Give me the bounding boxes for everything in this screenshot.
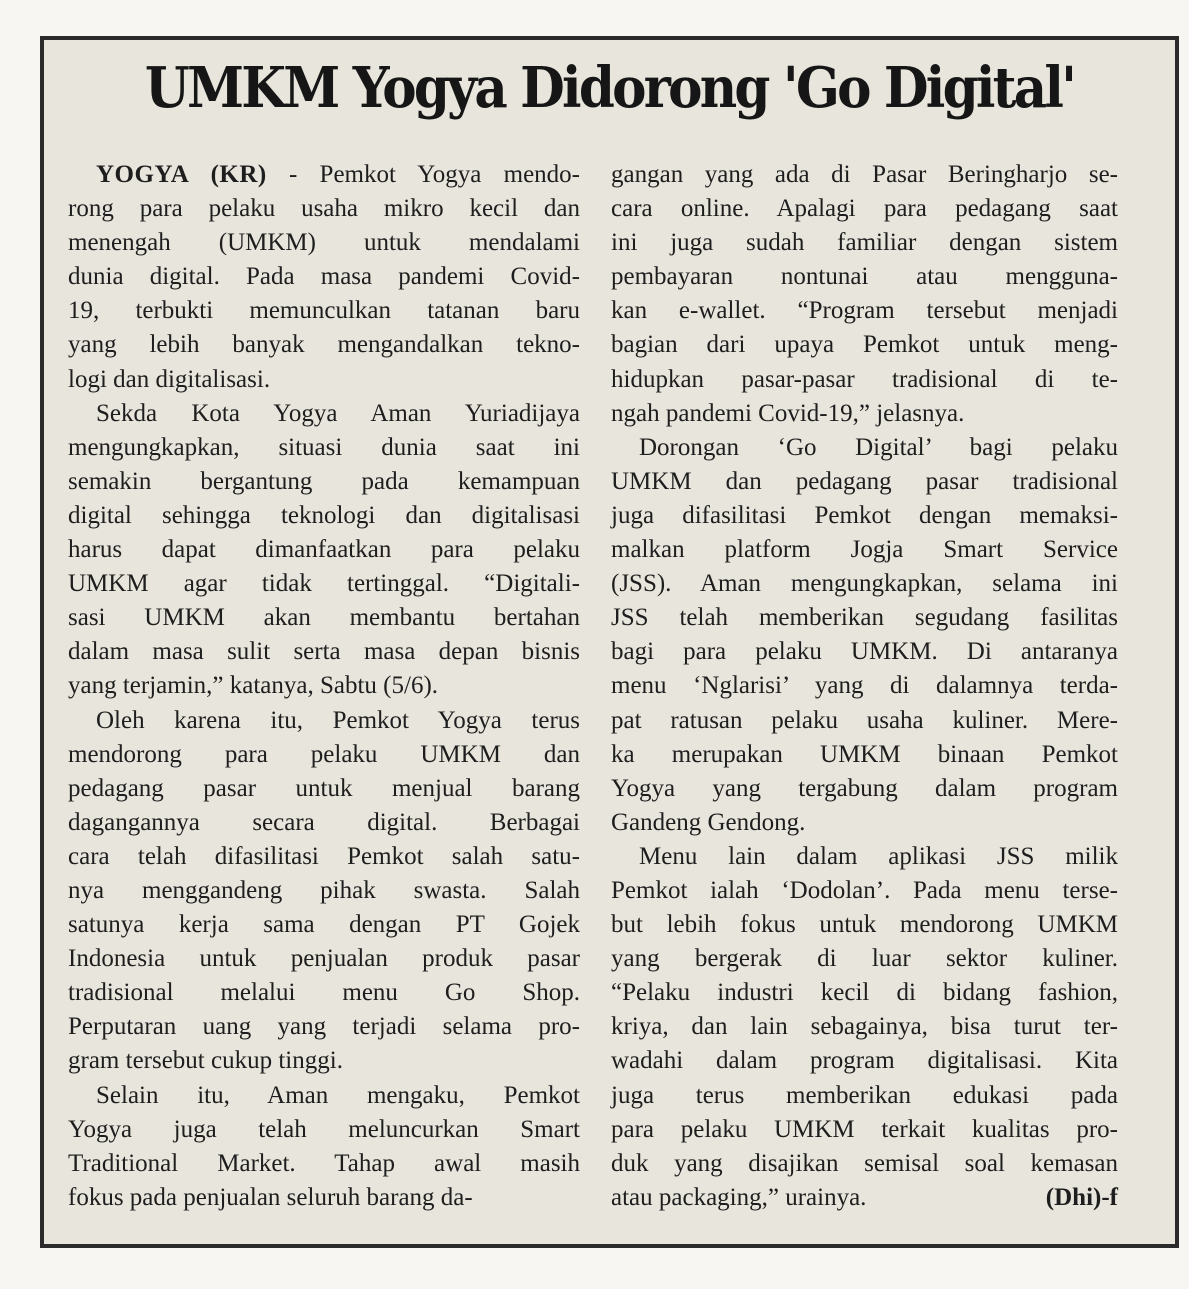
text-line: digital sehingga teknologi dan digitalisasi [68,501,580,529]
text-line: Dorongan ‘Go Digital’ bagi pelaku [639,433,1118,461]
text-line: bagian dari upaya Pemkot untuk meng- [611,331,1118,359]
text-line: kan e-wallet. “Program tersebut menjadi [611,297,1118,325]
text-line: yang bergerak di luar sektor kuliner. [611,945,1118,973]
text-line: logi dan digitalisasi. [68,365,271,393]
dateline: YOGYA (KR) [96,161,267,188]
text-line: wadahi dalam program digitalisasi. Kita [611,1047,1118,1075]
text-line: yang terjamin,” katanya, Sabtu (5/6). [68,672,439,700]
text-line: yang lebih banyak mengandalkan tekno- [68,331,580,359]
text-line: pembayaran nontunai atau mengguna- [611,263,1118,291]
headline: UMKM Yogya Didorong 'Go Digital' [144,55,1075,121]
text-line: harus dapat dimanfaatkan para pelaku [68,536,580,564]
text-line: UMKM dan pedagang pasar tradisional [611,467,1118,495]
text-line: kriya, dan lain sebagainya, bisa turut ter- [611,1013,1118,1041]
news-clipping [40,36,1179,1248]
text-line: juga difasilitasi Pemkot dengan memaksi- [611,501,1118,529]
text-line: dunia digital. Pada masa pandemi Covid- [68,263,580,291]
text-line: menengah (UMKM) untuk mendalami [68,229,580,257]
right-column [611,158,1118,1215]
text-line: malkan platform Jogja Smart Service [611,536,1118,564]
text-line: para pelaku UMKM terkait kualitas pro- [611,1115,1118,1143]
text-line: ngah pandemi Covid-19,” jelasnya. [611,399,965,427]
paragraph [611,431,1118,840]
paragraph [68,704,580,1079]
byline: (Dhi)-f [1045,1183,1118,1211]
text-line: JSS telah memberikan segudang fasilitas [611,604,1118,632]
text-line: Indonesia untuk penjualan produk pasar [68,945,580,973]
text-line: ini juga sudah familiar dengan sistem [611,229,1118,257]
text-line: Yogya yang tergabung dalam program [611,774,1118,802]
paragraph [68,1079,580,1215]
paragraph [611,158,1118,431]
text-line: YOGYA (KR) - Pemkot Yogya mendo- [96,161,580,188]
text-line: gangan yang ada di Pasar Beringharjo se- [611,161,1118,188]
text-line: ka merupakan UMKM binaan Pemkot [611,740,1118,768]
text-line: menu ‘Nglarisi’ yang di dalamnya terda- [611,672,1118,700]
left-column [68,158,580,1215]
text-line: fokus pada penjualan seluruh barang da- [68,1183,473,1211]
text-line: 19, terbukti memunculkan tatanan baru [68,297,580,325]
text-line: Oleh karena itu, Pemkot Yogya terus [96,706,580,734]
text-line: UMKM agar tidak tertinggal. “Digitali- [68,570,580,598]
text-line: sasi UMKM akan membantu bertahan [68,604,580,632]
text-line: dagangannya secara digital. Berbagai [68,808,580,836]
text-line: Selain itu, Aman mengaku, Pemkot [96,1081,580,1109]
text-line: bagi para pelaku UMKM. Di antaranya [611,638,1118,666]
text-line: nya menggandeng pihak swasta. Salah [68,876,580,904]
text-line: mengungkapkan, situasi dunia saat ini [68,433,580,461]
text-line: “Pelaku industri kecil di bidang fashion, [611,979,1118,1007]
text-line: duk yang disajikan semisal soal kemasan [611,1149,1118,1177]
text-line: mendorong para pelaku UMKM dan [68,740,580,768]
paragraph [68,158,580,397]
text-line: juga terus memberikan edukasi pada [611,1081,1118,1109]
text-line: Traditional Market. Tahap awal masih [68,1149,580,1177]
text-line: Perputaran uang yang terjadi selama pro- [68,1013,580,1041]
text-line: satunya kerja sama dengan PT Gojek [68,911,580,939]
text-line: but lebih fokus untuk mendorong UMKM [611,911,1118,939]
text-line: atau packaging,” urainya. (Dhi)-f [611,1181,1118,1215]
text-line: pat ratusan pelaku usaha kuliner. Mere- [611,706,1118,734]
text-line: Gandeng Gendong. [611,808,806,836]
text-line: rong para pelaku usaha mikro kecil dan [68,195,580,223]
text-line: Pemkot ialah ‘Dodolan’. Pada menu terse- [611,876,1118,904]
text-line: cara telah difasilitasi Pemkot salah satu- [68,842,580,870]
text-line: gram tersebut cukup tinggi. [68,1047,343,1075]
text-line: Menu lain dalam aplikasi JSS milik [639,842,1118,870]
paragraph [68,397,580,704]
paragraph [611,840,1118,1215]
text-line: Yogya juga telah meluncurkan Smart [68,1115,580,1143]
text-line: cara online. Apalagi para pedagang saat [611,195,1118,223]
text-line: tradisional melalui menu Go Shop. [68,979,580,1007]
text-line: pedagang pasar untuk menjual barang [68,774,580,802]
text-line: dalam masa sulit serta masa depan bisnis [68,638,580,666]
text-line: hidupkan pasar-pasar tradisional di te- [611,365,1118,393]
text-line: (JSS). Aman mengungkapkan, selama ini [611,570,1118,598]
text-line: Sekda Kota Yogya Aman Yuriadijaya [96,399,580,427]
text-line: semakin bergantung pada kemampuan [68,467,580,495]
